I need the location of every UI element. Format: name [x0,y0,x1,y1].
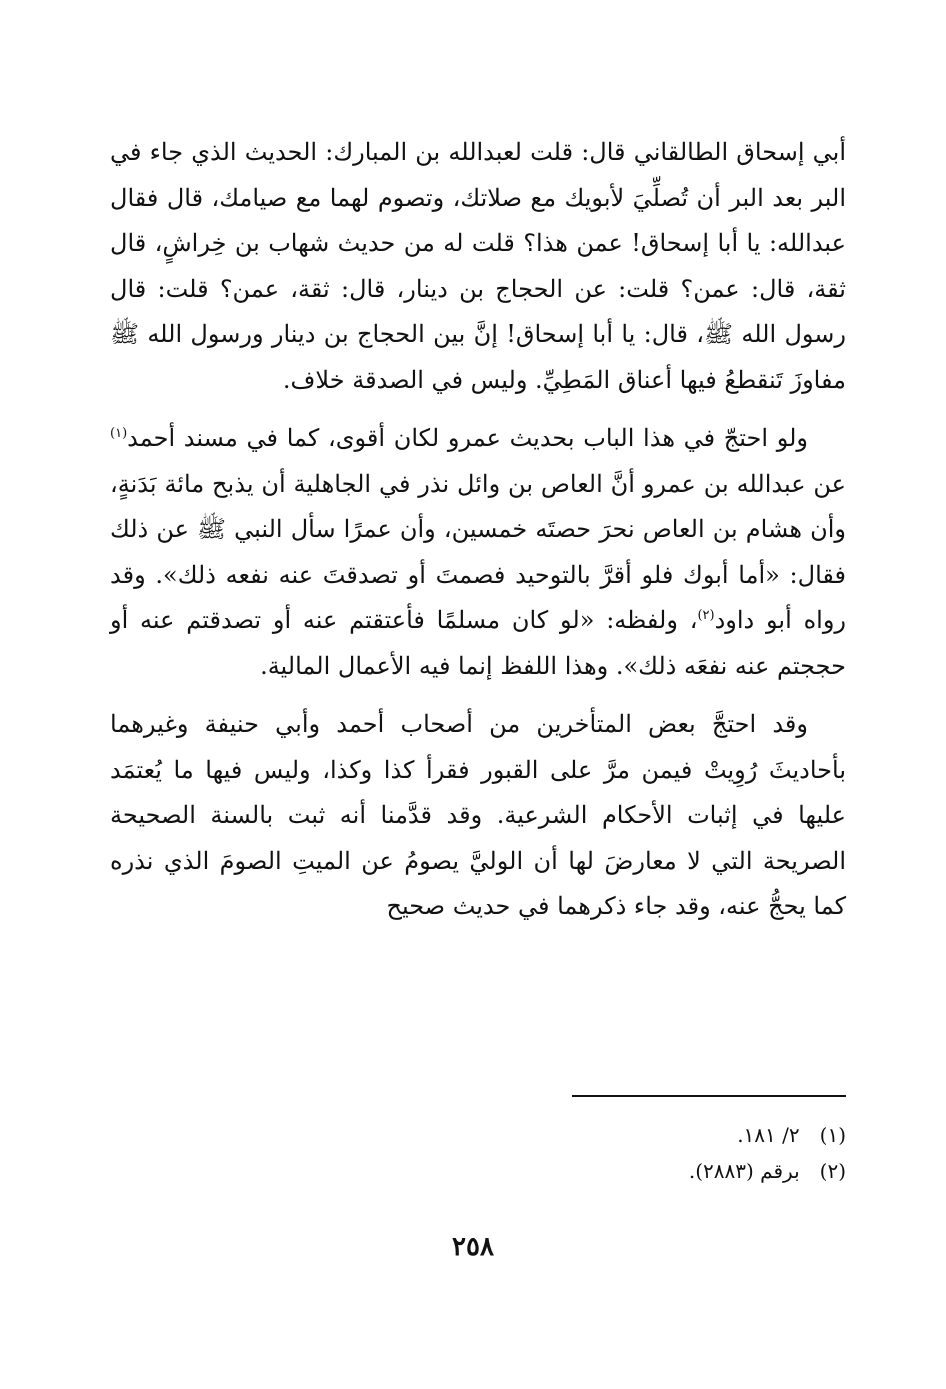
footnote-2-text: برقم (٢٨٨٣). [688,1159,800,1183]
footnotes [346,1117,846,1189]
paragraph-2-part-b: عن عبدالله بن عمرو أنَّ العاص بن وائل نذر في الجاهلية أن يذبح مائة بَدَنةٍ، وأن هشام بن العاص نحرَ حصتَه خمسين، وأن عمرًا سأل النبي ﷺ عن ذلك فقال: «أما أبوك فلو أقرَّ بالتوحيد فصمتَ أو تصدقتَ عنه نفعه ذلك». وقد رواه أبو داود [110,469,846,634]
footnote-2 [346,1153,846,1189]
footnote-1-number: (١) [819,1123,846,1147]
paragraph-2 [110,416,846,689]
paragraph-2-part-a: ولو احتجّ في هذا الباب بحديث عمرو لكان أقوى، كما في مسند أحمد [127,424,808,452]
footnote-ref-1: (١) [110,426,128,441]
footnote-1 [346,1117,846,1153]
page-number: ٢٥٨ [452,1232,494,1262]
footnote-ref-2: (٢) [697,608,715,623]
footnote-2-number: (٢) [819,1159,846,1183]
footnote-divider [572,1095,846,1097]
paragraph-3: وقد احتجَّ بعض المتأخرين من أصحاب أحمد وأبي حنيفة وغيرهما بأحاديثَ رُوِيتْ فيمن مرَّ على القبور فقرأ كذا وكذا، وليس فيها ما يُعتمَد عليها في إثبات الأحكام الشرعية. وقد قدَّمنا أنه ثبت بالسنة الصحيحة الصريحة التي لا معارضَ لها أن الوليَّ يصومُ عن الميتِ الصومَ الذي نذره كما يحجُّ عنه، وقد جاء ذكرهما في حديث صحيح [110,710,846,920]
paragraph-1: أبي إسحاق الطالقاني قال: قلت لعبدالله بن المبارك: الحديث الذي جاء في البر بعد البر أن تُصلِّيَ لأبويك مع صلاتك، وتصوم لهما مع صيامك، قال فقال عبدالله: يا أبا إسحاق! عمن هذا؟ قلت له من حديث شهاب بن خِراشٍ، قال ثقة، قال: عمن؟ قلت: عن الحجاج بن دينار، قال: ثقة، عمن؟ قلت: قال رسول الله ﷺ، قال: يا أبا إسحاق! إنَّ بين الحجاج بن دينار ورسول الله ﷺ مفاوزَ تَنقطعُ فيها أعناق المَطِيِّ. وليس في الصدقة خلاف. [110,138,846,394]
footnote-1-text: ٢/ ١٨١. [737,1123,800,1147]
body-text [110,130,846,930]
paragraph-2-part-c: ، ولفظه: «لو كان مسلمًا فأعتقتم عنه أو تصدقتم عنه أو حججتم عنه نفعَه ذلك». وهذا اللفظ إنما فيه الأعمال المالية. [110,606,846,680]
